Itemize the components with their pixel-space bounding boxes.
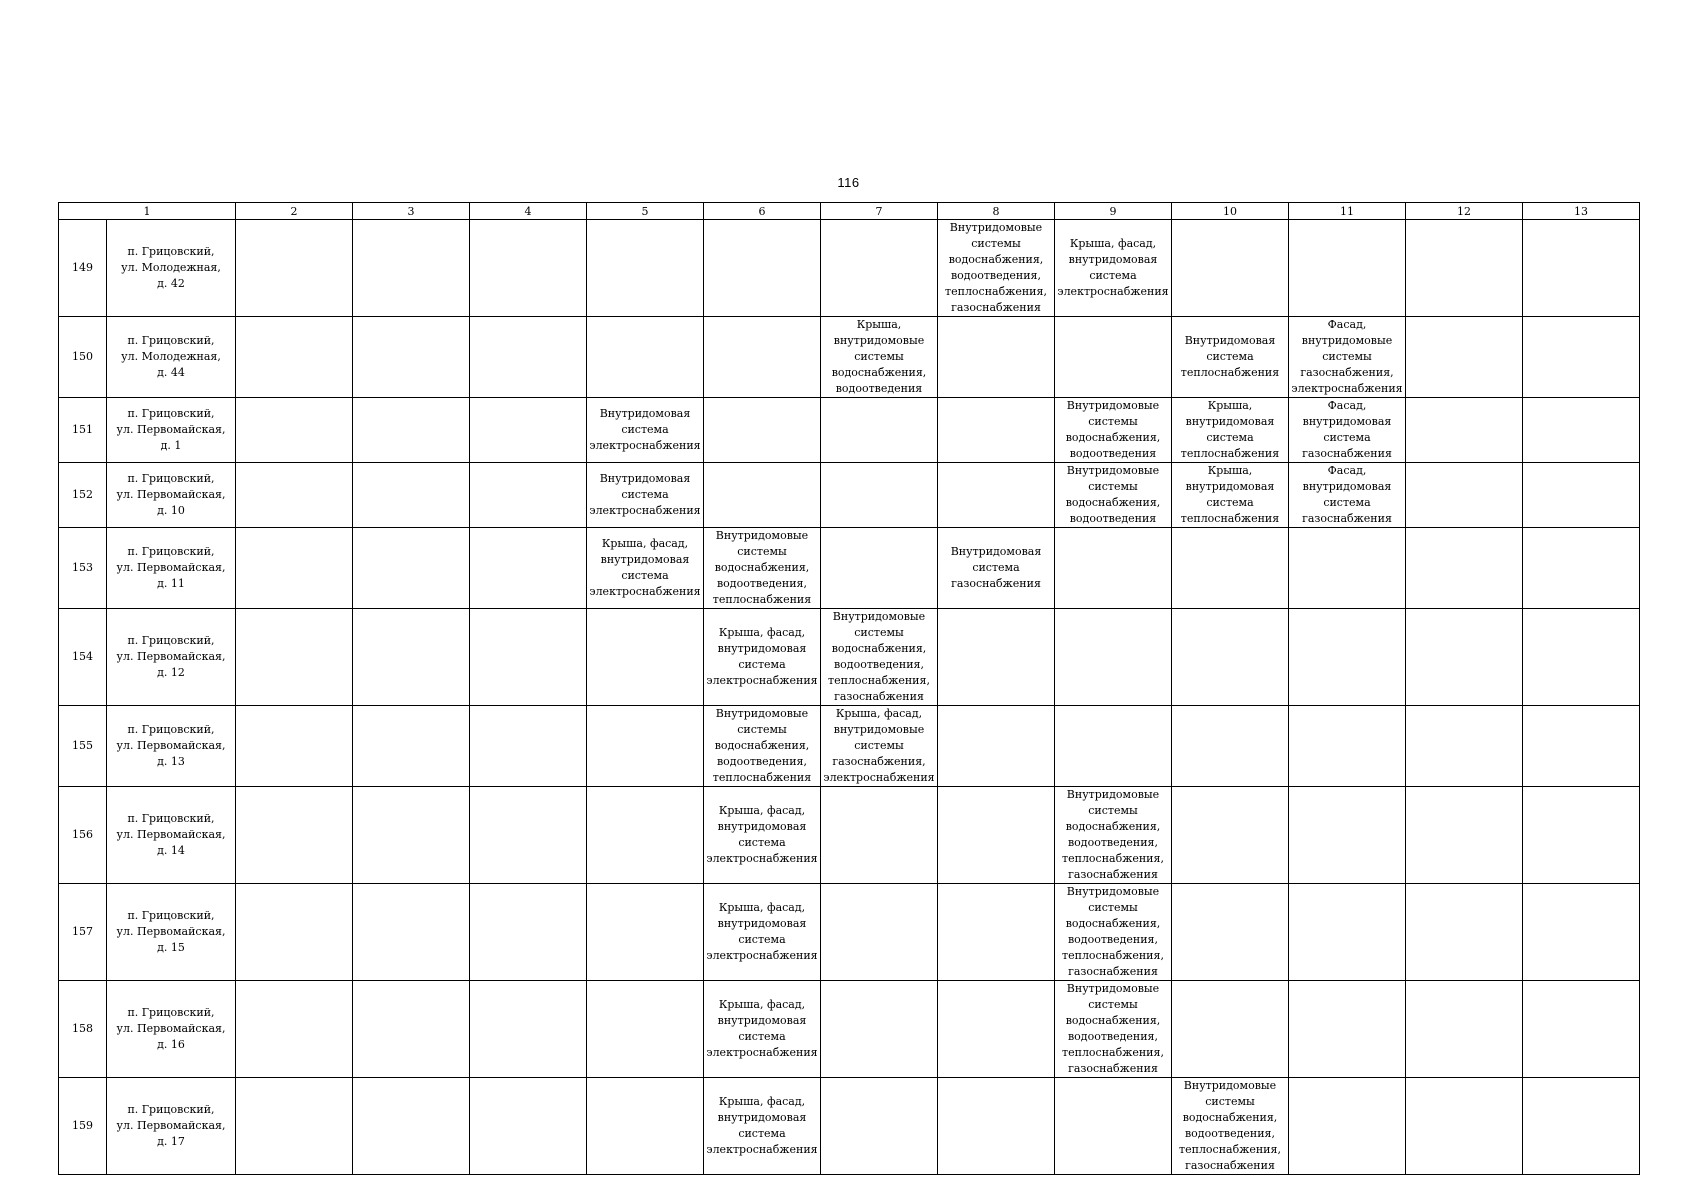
work-cell-col-8 [938, 981, 1055, 1078]
work-cell-col-12 [1406, 787, 1523, 884]
row-number: 150 [59, 317, 107, 398]
work-description: Фасад, внутридомовые системы газоснабжения, электроснабжения [1291, 318, 1403, 395]
work-description: Внутридомовая система теплоснабжения [1180, 334, 1280, 379]
work-cell-col-12 [1406, 981, 1523, 1078]
table-row [59, 884, 1640, 981]
work-cell-col-13 [1523, 528, 1640, 609]
work-cell-col-3 [353, 220, 470, 317]
work-cell-col-6 [704, 787, 821, 884]
work-cell-col-7 [821, 463, 938, 528]
address-line: ул. Первомайская, [116, 739, 226, 752]
work-cell-col-11 [1289, 981, 1406, 1078]
address-line: ул. Первомайская, [116, 828, 226, 841]
work-cell-col-10 [1172, 884, 1289, 981]
work-cell-col-2 [236, 787, 353, 884]
address-cell [107, 609, 236, 706]
column-header-9: 9 [1055, 203, 1172, 220]
work-cell-col-2 [236, 706, 353, 787]
address-line: п. Грицовский, [127, 334, 215, 347]
table-row [59, 317, 1640, 398]
work-cell-col-7 [821, 609, 938, 706]
work-cell-col-6 [704, 463, 821, 528]
address-line: ул. Первомайская, [116, 423, 226, 436]
work-cell-col-8 [938, 884, 1055, 981]
row-number: 149 [59, 220, 107, 317]
address-cell [107, 981, 236, 1078]
work-cell-col-11 [1289, 220, 1406, 317]
row-number: 152 [59, 463, 107, 528]
work-cell-col-3 [353, 528, 470, 609]
work-description: Крыша, фасад, внутридомовая система электроснабжения [706, 804, 818, 865]
table-body [59, 220, 1640, 1175]
work-cell-col-13 [1523, 884, 1640, 981]
work-cell-col-10 [1172, 1078, 1289, 1175]
work-cell-col-12 [1406, 1078, 1523, 1175]
work-cell-col-13 [1523, 609, 1640, 706]
work-cell-col-11 [1289, 884, 1406, 981]
work-cell-col-4 [470, 609, 587, 706]
work-cell-col-7 [821, 398, 938, 463]
address-line: д. 44 [157, 366, 185, 379]
column-number-row [59, 203, 1640, 220]
work-cell-col-3 [353, 609, 470, 706]
address-line: п. Грицовский, [127, 723, 215, 736]
work-cell-col-10 [1172, 609, 1289, 706]
work-cell-col-5 [587, 884, 704, 981]
table-row [59, 787, 1640, 884]
work-cell-col-13 [1523, 981, 1640, 1078]
address-line: п. Грицовский, [127, 1103, 215, 1116]
work-cell-col-7 [821, 220, 938, 317]
row-number: 153 [59, 528, 107, 609]
work-cell-col-12 [1406, 398, 1523, 463]
work-cell-col-11 [1289, 317, 1406, 398]
work-description: Крыша, внутридомовая система теплоснабжения [1180, 464, 1280, 525]
work-description: Внутридомовые системы водоснабжения, водоотведения [1065, 464, 1161, 525]
address-cell [107, 317, 236, 398]
work-cell-col-2 [236, 609, 353, 706]
table-row [59, 463, 1640, 528]
table-row [59, 609, 1640, 706]
work-cell-col-13 [1523, 1078, 1640, 1175]
work-cell-col-6 [704, 317, 821, 398]
work-cell-col-12 [1406, 317, 1523, 398]
address-cell [107, 220, 236, 317]
work-cell-col-13 [1523, 463, 1640, 528]
work-cell-col-2 [236, 884, 353, 981]
work-cell-col-3 [353, 317, 470, 398]
work-description: Крыша, фасад, внутридомовая система электроснабжения [1057, 237, 1169, 298]
work-description: Внутридомовые системы водоснабжения, водоотведения, теплоснабжения, газоснабжения [945, 221, 1047, 314]
work-description: Фасад, внутридомовая система газоснабжения [1302, 399, 1392, 460]
work-cell-col-3 [353, 1078, 470, 1175]
work-cell-col-8 [938, 528, 1055, 609]
address-line: д. 16 [157, 1038, 185, 1051]
row-number: 151 [59, 398, 107, 463]
address-line: д. 1 [160, 439, 182, 452]
work-description: Крыша, фасад, внутридомовая система электроснабжения [706, 901, 818, 962]
work-description: Крыша, фасад, внутридомовая система электроснабжения [589, 537, 701, 598]
work-description: Крыша, внутридомовая система теплоснабжения [1180, 399, 1280, 460]
work-cell-col-4 [470, 398, 587, 463]
row-number: 159 [59, 1078, 107, 1175]
address-line: д. 12 [157, 666, 185, 679]
work-cell-col-6 [704, 220, 821, 317]
address-line: п. Грицовский, [127, 812, 215, 825]
work-cell-col-12 [1406, 528, 1523, 609]
address-cell [107, 706, 236, 787]
work-cell-col-8 [938, 463, 1055, 528]
address-line: д. 42 [157, 277, 185, 290]
work-description: Крыша, фасад, внутридомовые системы газоснабжения, электроснабжения [823, 707, 935, 784]
work-description: Крыша, внутридомовые системы водоснабжения, водоотведения [831, 318, 927, 395]
address-cell [107, 787, 236, 884]
work-cell-col-11 [1289, 398, 1406, 463]
work-cell-col-11 [1289, 528, 1406, 609]
work-cell-col-13 [1523, 317, 1640, 398]
address-line: д. 11 [157, 577, 185, 590]
address-line: д. 17 [157, 1135, 185, 1148]
work-cell-col-2 [236, 981, 353, 1078]
work-cell-col-9 [1055, 706, 1172, 787]
address-line: ул. Молодежная, [121, 261, 221, 274]
work-cell-col-13 [1523, 220, 1640, 317]
address-cell [107, 398, 236, 463]
work-cell-col-5 [587, 981, 704, 1078]
work-cell-col-4 [470, 463, 587, 528]
address-line: ул. Первомайская, [116, 925, 226, 938]
table-row [59, 1078, 1640, 1175]
work-cell-col-4 [470, 1078, 587, 1175]
work-description: Внутридомовые системы водоснабжения, водоотведения [1065, 399, 1161, 460]
work-cell-col-2 [236, 317, 353, 398]
work-cell-col-3 [353, 981, 470, 1078]
work-cell-col-10 [1172, 981, 1289, 1078]
address-line: п. Грицовский, [127, 634, 215, 647]
work-cell-col-11 [1289, 1078, 1406, 1175]
work-cell-col-3 [353, 398, 470, 463]
work-cell-col-7 [821, 317, 938, 398]
work-cell-col-3 [353, 706, 470, 787]
work-cell-col-3 [353, 884, 470, 981]
address-line: п. Грицовский, [127, 472, 215, 485]
table-row [59, 220, 1640, 317]
address-cell [107, 884, 236, 981]
work-cell-col-13 [1523, 706, 1640, 787]
work-cell-col-5 [587, 706, 704, 787]
work-cell-col-8 [938, 1078, 1055, 1175]
work-description: Крыша, фасад, внутридомовая система электроснабжения [706, 626, 818, 687]
work-cell-col-5 [587, 317, 704, 398]
work-cell-col-9 [1055, 528, 1172, 609]
work-cell-col-9 [1055, 220, 1172, 317]
work-cell-col-8 [938, 317, 1055, 398]
work-cell-col-12 [1406, 463, 1523, 528]
row-number: 158 [59, 981, 107, 1078]
work-cell-col-8 [938, 706, 1055, 787]
work-cell-col-8 [938, 609, 1055, 706]
work-description: Внутридомовая система газоснабжения [950, 545, 1042, 590]
work-description: Крыша, фасад, внутридомовая система электроснабжения [706, 998, 818, 1059]
work-description: Фасад, внутридомовая система газоснабжения [1302, 464, 1392, 525]
work-description: Крыша, фасад, внутридомовая система электроснабжения [706, 1095, 818, 1156]
work-cell-col-10 [1172, 398, 1289, 463]
address-line: п. Грицовский, [127, 245, 215, 258]
address-cell [107, 463, 236, 528]
address-line: д. 13 [157, 755, 185, 768]
column-header-3: 3 [353, 203, 470, 220]
address-line: д. 14 [157, 844, 185, 857]
column-header-11: 11 [1289, 203, 1406, 220]
work-cell-col-2 [236, 528, 353, 609]
address-line: п. Грицовский, [127, 909, 215, 922]
address-line: д. 10 [157, 504, 185, 517]
work-cell-col-2 [236, 463, 353, 528]
work-cell-col-2 [236, 220, 353, 317]
column-header-4: 4 [470, 203, 587, 220]
work-description: Внутридомовые системы водоснабжения, водоотведения, теплоснабжения, газоснабжения [828, 610, 930, 703]
column-header-1: 1 [59, 203, 236, 220]
row-number: 156 [59, 787, 107, 884]
row-number: 157 [59, 884, 107, 981]
work-cell-col-4 [470, 220, 587, 317]
column-header-7: 7 [821, 203, 938, 220]
work-description: Внутридомовая система электроснабжения [589, 407, 701, 452]
table-row [59, 706, 1640, 787]
work-cell-col-5 [587, 463, 704, 528]
work-cell-col-10 [1172, 220, 1289, 317]
address-line: ул. Первомайская, [116, 561, 226, 574]
schedule-table [58, 202, 1640, 1175]
row-number: 154 [59, 609, 107, 706]
work-cell-col-7 [821, 1078, 938, 1175]
column-header-12: 12 [1406, 203, 1523, 220]
work-cell-col-7 [821, 706, 938, 787]
column-header-10: 10 [1172, 203, 1289, 220]
work-cell-col-12 [1406, 220, 1523, 317]
work-cell-col-2 [236, 1078, 353, 1175]
table-row [59, 981, 1640, 1078]
work-cell-col-4 [470, 884, 587, 981]
work-cell-col-9 [1055, 317, 1172, 398]
work-cell-col-10 [1172, 787, 1289, 884]
work-cell-col-9 [1055, 1078, 1172, 1175]
work-cell-col-8 [938, 398, 1055, 463]
work-cell-col-9 [1055, 884, 1172, 981]
work-cell-col-6 [704, 398, 821, 463]
work-cell-col-8 [938, 787, 1055, 884]
address-line: п. Грицовский, [127, 407, 215, 420]
work-cell-col-12 [1406, 884, 1523, 981]
page-number: 116 [837, 175, 860, 190]
work-cell-col-3 [353, 787, 470, 884]
work-cell-col-2 [236, 398, 353, 463]
work-cell-col-4 [470, 981, 587, 1078]
work-description: Внутридомовые системы водоснабжения, водоотведения, теплоснабжения, газоснабжения [1062, 788, 1164, 881]
address-line: ул. Первомайская, [116, 650, 226, 663]
work-description: Внутридомовые системы водоснабжения, водоотведения, теплоснабжения, газоснабжения [1062, 982, 1164, 1075]
address-line: д. 15 [157, 941, 185, 954]
work-cell-col-5 [587, 528, 704, 609]
work-description: Внутридомовые системы водоснабжения, водоотведения, теплоснабжения [712, 707, 812, 784]
work-description: Внутридомовые системы водоснабжения, водоотведения, теплоснабжения, газоснабжения [1062, 885, 1164, 978]
address-line: ул. Первомайская, [116, 1022, 226, 1035]
work-cell-col-13 [1523, 398, 1640, 463]
work-cell-col-7 [821, 787, 938, 884]
row-number: 155 [59, 706, 107, 787]
work-cell-col-7 [821, 884, 938, 981]
work-cell-col-11 [1289, 609, 1406, 706]
work-cell-col-4 [470, 528, 587, 609]
work-cell-col-9 [1055, 463, 1172, 528]
table-row [59, 528, 1640, 609]
work-description: Внутридомовые системы водоснабжения, водоотведения, теплоснабжения [712, 529, 812, 606]
work-cell-col-6 [704, 1078, 821, 1175]
work-cell-col-7 [821, 528, 938, 609]
column-header-5: 5 [587, 203, 704, 220]
work-cell-col-5 [587, 398, 704, 463]
work-cell-col-11 [1289, 706, 1406, 787]
work-cell-col-9 [1055, 787, 1172, 884]
work-cell-col-13 [1523, 787, 1640, 884]
work-cell-col-4 [470, 317, 587, 398]
work-cell-col-6 [704, 609, 821, 706]
column-header-8: 8 [938, 203, 1055, 220]
work-cell-col-4 [470, 787, 587, 884]
work-description: Внутридомовая система электроснабжения [589, 472, 701, 517]
address-line: ул. Первомайская, [116, 488, 226, 501]
work-cell-col-10 [1172, 706, 1289, 787]
address-line: ул. Первомайская, [116, 1119, 226, 1132]
work-cell-col-6 [704, 981, 821, 1078]
work-cell-col-10 [1172, 317, 1289, 398]
work-cell-col-6 [704, 706, 821, 787]
work-cell-col-4 [470, 706, 587, 787]
column-header-6: 6 [704, 203, 821, 220]
work-cell-col-5 [587, 787, 704, 884]
work-cell-col-7 [821, 981, 938, 1078]
column-header-2: 2 [236, 203, 353, 220]
work-description: Внутридомовые системы водоснабжения, водоотведения, теплоснабжения, газоснабжения [1179, 1079, 1281, 1172]
work-cell-col-9 [1055, 398, 1172, 463]
work-cell-col-5 [587, 220, 704, 317]
work-cell-col-10 [1172, 528, 1289, 609]
work-cell-col-9 [1055, 981, 1172, 1078]
work-cell-col-8 [938, 220, 1055, 317]
work-cell-col-5 [587, 609, 704, 706]
work-cell-col-10 [1172, 463, 1289, 528]
work-cell-col-12 [1406, 609, 1523, 706]
column-header-13: 13 [1523, 203, 1640, 220]
address-cell [107, 528, 236, 609]
work-cell-col-6 [704, 884, 821, 981]
address-line: ул. Молодежная, [121, 350, 221, 363]
work-cell-col-12 [1406, 706, 1523, 787]
address-line: п. Грицовский, [127, 1006, 215, 1019]
table-row [59, 398, 1640, 463]
work-cell-col-11 [1289, 463, 1406, 528]
work-cell-col-6 [704, 528, 821, 609]
address-cell [107, 1078, 236, 1175]
work-cell-col-11 [1289, 787, 1406, 884]
work-cell-col-3 [353, 463, 470, 528]
address-line: п. Грицовский, [127, 545, 215, 558]
work-cell-col-5 [587, 1078, 704, 1175]
work-cell-col-9 [1055, 609, 1172, 706]
